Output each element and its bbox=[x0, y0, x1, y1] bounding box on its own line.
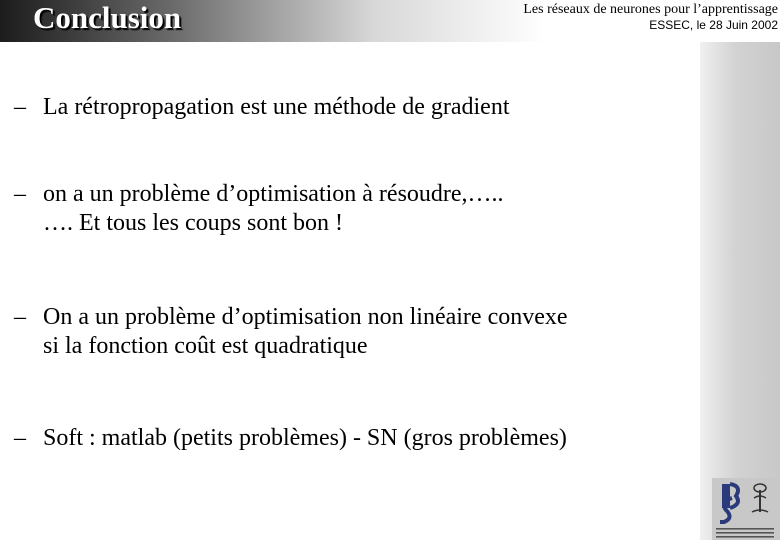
bullet-text bbox=[43, 424, 567, 453]
bullet-text bbox=[43, 303, 568, 361]
header-subject: Les réseaux de neurones pour l’apprentissage bbox=[523, 2, 778, 17]
bullet-dash: – bbox=[14, 94, 26, 120]
institution-logo bbox=[712, 478, 778, 540]
header-date: ESSEC, le 28 Juin 2002 bbox=[649, 18, 778, 32]
bullet-line: on a un problème d’optimisation à résoudre,….. bbox=[43, 181, 504, 207]
bullet-line: si la fonction coût est quadratique bbox=[43, 333, 368, 359]
bullet-text bbox=[43, 180, 504, 238]
bullet-line: La rétropropagation est une méthode de gradient bbox=[43, 94, 510, 120]
header-info bbox=[523, 1, 778, 33]
slide-title: Conclusion bbox=[33, 0, 182, 35]
bullet-line: Soft : matlab (petits problèmes) - SN (gros problèmes) bbox=[43, 425, 567, 451]
bullet-line: …. Et tous les coups sont bon ! bbox=[43, 210, 343, 236]
right-decorative-band bbox=[700, 42, 780, 540]
bullet-dash: – bbox=[14, 304, 26, 330]
bullet-line: On a un problème d’optimisation non linéaire convexe bbox=[43, 304, 568, 330]
bullet-dash: – bbox=[14, 425, 26, 451]
bullet-dash: – bbox=[14, 181, 26, 207]
bullet-text bbox=[43, 93, 510, 122]
